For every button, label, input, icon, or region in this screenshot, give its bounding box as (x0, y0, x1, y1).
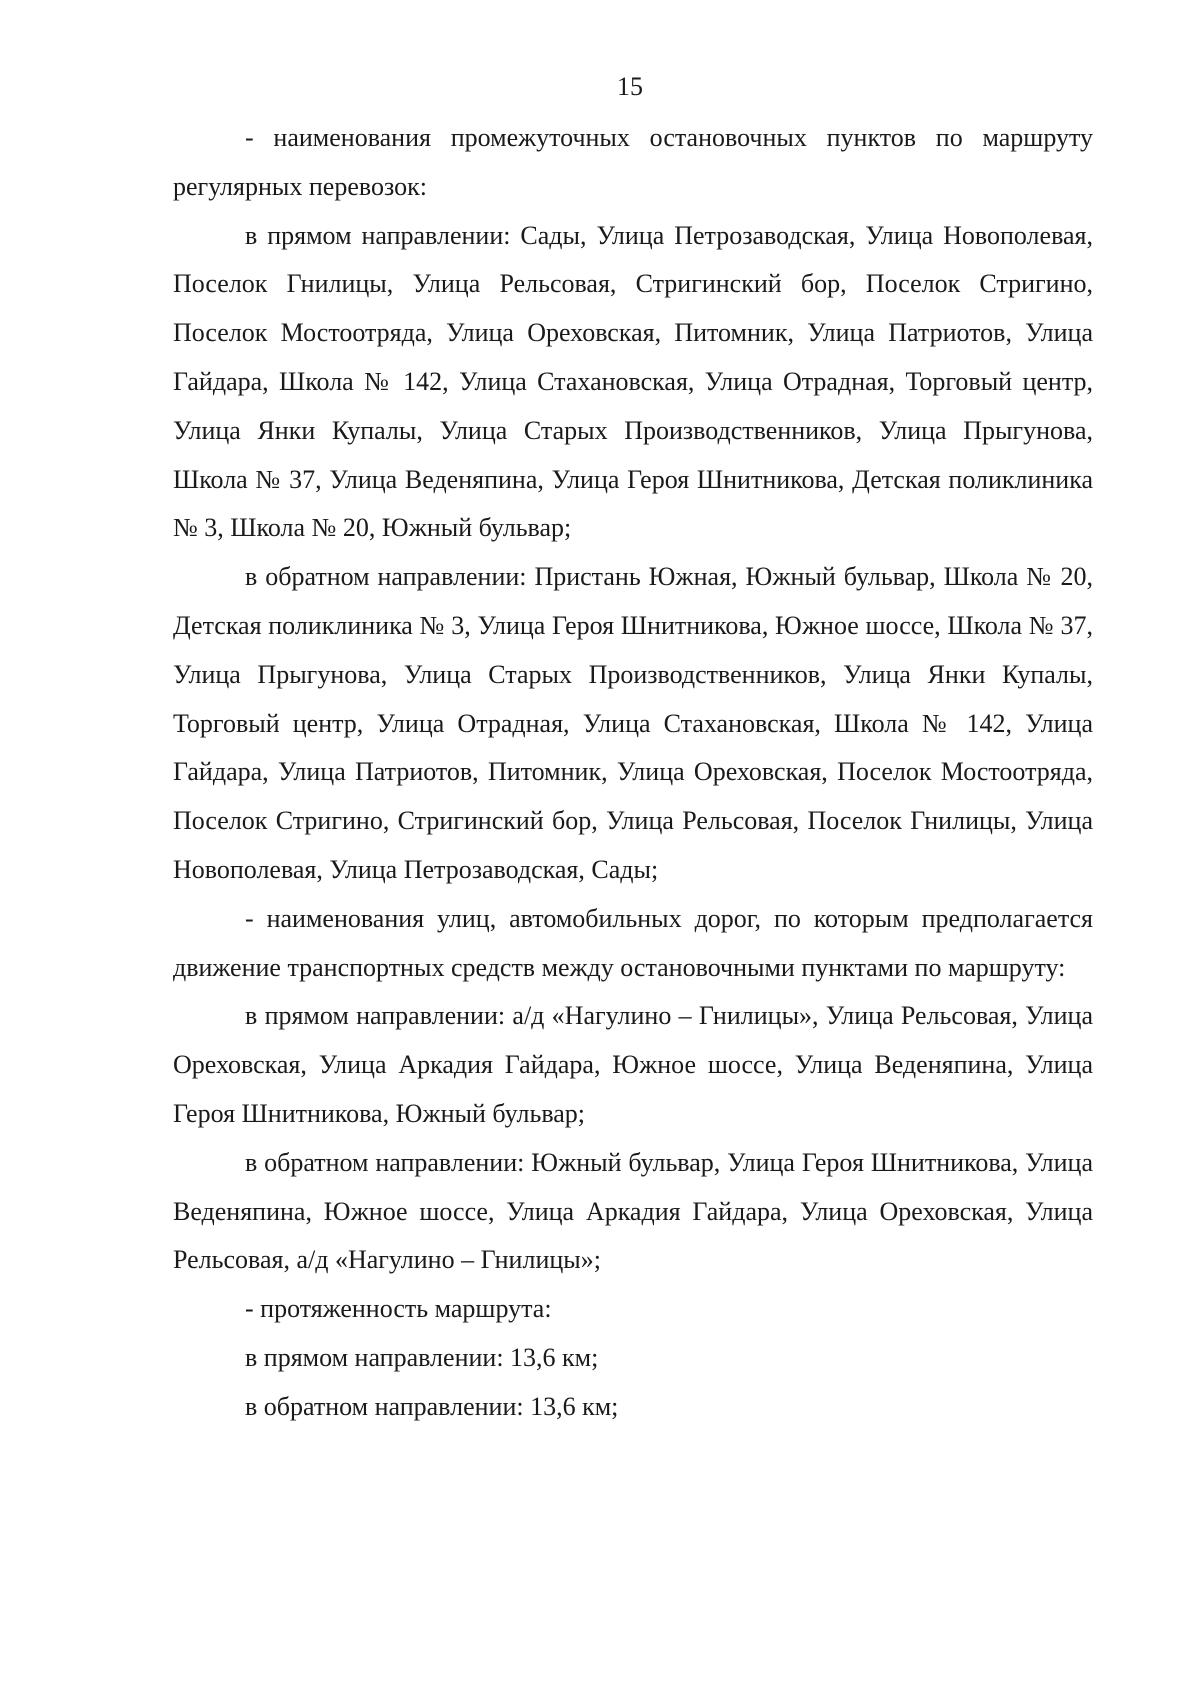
paragraph-length-forward: в прямом направлении: 13,6 км; (245, 1342, 599, 1372)
paragraph-stops-reverse: в обратном направлении: Пристань Южная, Южный бульвар, Школа № 20, Детская поликлиника № 3, Улица Героя Шнитникова, Южное шоссе, Школа № 37, Улица Прыгунова, Улица Старых Производственников, Улица Янки Купалы, Торговый центр, Улица Отрадная, Улица Стахановская, Школа № 142, Улица Гайдара, Улица Патриотов, Питомник, Улица Ореховская, Поселок Мостоотряда, Поселок Стригино, Стригинский бор, Улица Рельсовая, Поселок Гнилицы, Улица Новополевая, Улица Петрозаводская, Сады; (173, 562, 1093, 884)
paragraph-streets-heading: - наименования улиц, автомобильных дорог, по которым предполагается движение транспортных средств между остановочными пунктами по маршруту: (173, 903, 1093, 982)
paragraph-route-length-heading: - протяженность маршрута: (245, 1294, 552, 1324)
page-number: 15 (617, 72, 643, 101)
paragraph-stops-forward: в прямом направлении: Сады, Улица Петрозаводская, Улица Новополевая, Поселок Гнилицы, Улица Рельсовая, Стригинский бор, Поселок Стригино, Поселок Мостоотряда, Улица Ореховская, Питомник, Улица Патриотов, Улица Гайдара, Школа № 142, Улица Стахановская, Улица Отрадная, Торговый центр, Улица Янки Купалы, Улица Старых Производственников, Улица Прыгунова, Школа № 37, Улица Веденяпина, Улица Героя Шнитникова, Детская поликлиника № 3, Школа № 20, Южный бульвар; (173, 220, 1093, 543)
document-body (173, 114, 1093, 1432)
paragraph-intermediate-stops-heading: - наименования промежуточных остановочных пунктов по маршруту регулярных перевозок: (173, 123, 1093, 201)
paragraph-streets-reverse: в обратном направлении: Южный бульвар, Улица Героя Шнитникова, Улица Веденяпина, Южное шоссе, Улица Аркадия Гайдара, Улица Ореховская, Улица Рельсовая, а/д «Нагулино – Гнилицы»; (173, 1147, 1093, 1275)
paragraph-streets-forward: в прямом направлении: а/д «Нагулино – Гнилицы», Улица Рельсовая, Улица Ореховская, Улица Аркадия Гайдара, Южное шоссе, Улица Веденяпина, Улица Героя Шнитникова, Южный бульвар; (173, 1001, 1093, 1128)
paragraph-length-reverse: в обратном направлении: 13,6 км; (245, 1391, 619, 1421)
